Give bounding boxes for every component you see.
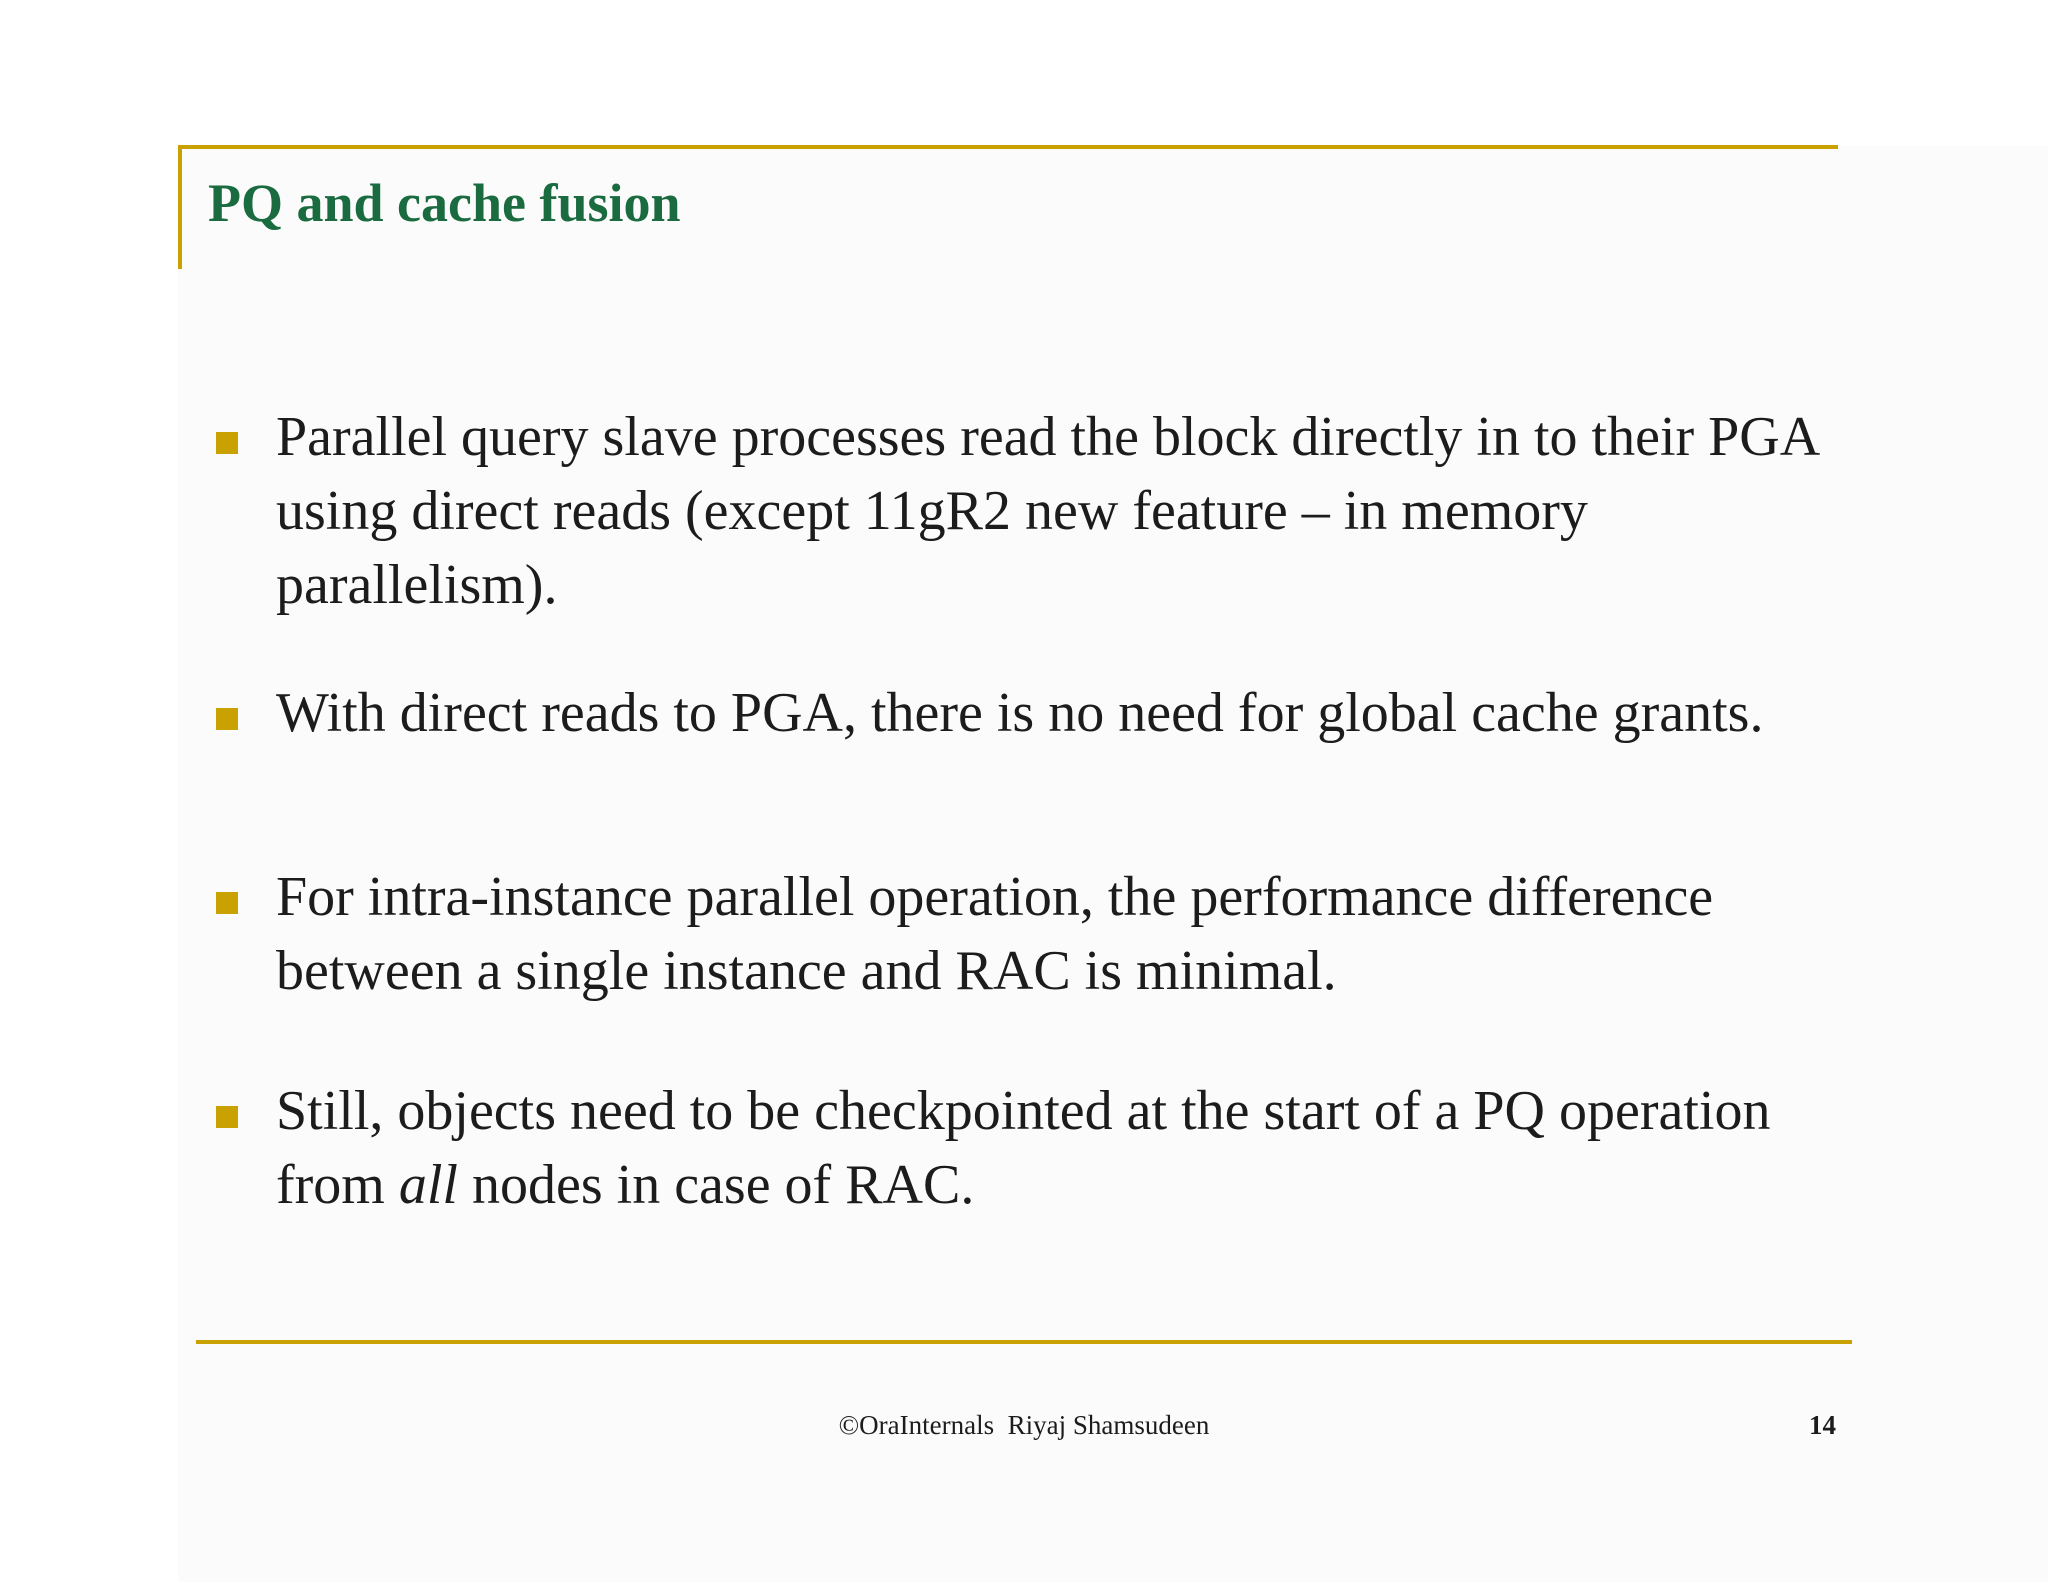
emphasis-text: all	[398, 1154, 458, 1216]
footer-copyright: ©OraInternals Riyaj Shamsudeen	[838, 1410, 1210, 1440]
footer-rule	[196, 1340, 1852, 1344]
bullet-square-icon	[216, 1106, 238, 1128]
bullet-square-icon	[216, 892, 238, 914]
bullet-text: For intra-instance parallel operation, the performance difference between a single instance and RAC is minimal.	[276, 866, 1714, 1002]
page-number: 14	[1809, 1410, 1836, 1440]
bullet-text-part: Still, objects need to be checkpointed at the start of a PQ operation from	[276, 1080, 1771, 1216]
title-rule-left	[178, 145, 182, 269]
bullet-text: Parallel query slave processes read the block directly in to their PGA using direct reads (except 11gR2 new feature – in memory parallelism).	[276, 406, 1818, 616]
slide-title: PQ and cache fusion	[208, 173, 681, 233]
title-rule-top	[178, 145, 1838, 149]
bullet-text-part: nodes in case of RAC.	[457, 1154, 975, 1216]
bullet-square-icon	[216, 708, 238, 730]
bullet-text: With direct reads to PGA, there is no need for global cache grants.	[276, 682, 1764, 744]
bullet-square-icon	[216, 432, 238, 454]
bullet-text	[276, 1074, 1876, 1222]
